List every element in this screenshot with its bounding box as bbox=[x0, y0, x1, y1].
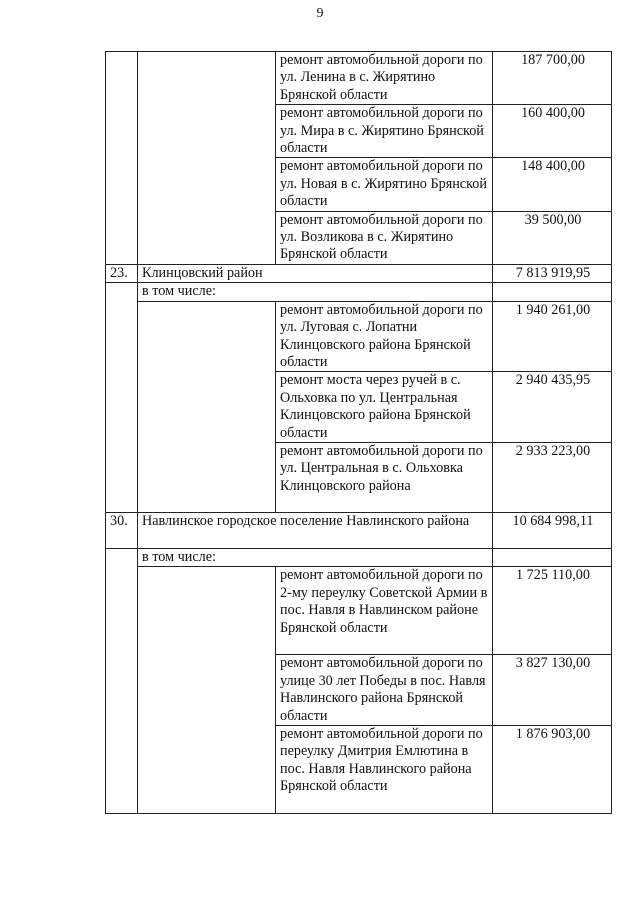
subheader-label: в том числе: bbox=[138, 283, 493, 301]
work-description: ремонт автомобильной дороги по ул. Мира в с. Жирятино Брянской области bbox=[276, 105, 493, 158]
work-description: ремонт автомобильной дороги по ул. Новая в с. Жирятино Брянской области bbox=[276, 158, 493, 211]
work-description: ремонт автомобильной дороги по переулку Дмитрия Емлютина в пос. Навля Навлинского района Брянской области bbox=[276, 725, 493, 813]
section-total: 7 813 919,95 bbox=[493, 264, 612, 282]
section-number: 23. bbox=[106, 264, 138, 282]
number-cell bbox=[106, 548, 138, 813]
amount-cell: 2 940 435,95 bbox=[493, 372, 612, 443]
amount-cell: 187 700,00 bbox=[493, 52, 612, 105]
name-cell bbox=[138, 567, 276, 814]
amount-cell: 2 933 223,00 bbox=[493, 442, 612, 512]
amount-cell: 1 876 903,00 bbox=[493, 725, 612, 813]
name-cell bbox=[138, 301, 276, 512]
amount-cell: 39 500,00 bbox=[493, 211, 612, 264]
work-description: ремонт моста через ручей в с. Ольховка по ул. Центральная Клинцовского района Брянской области bbox=[276, 372, 493, 443]
section-header-row bbox=[106, 512, 612, 548]
work-description: ремонт автомобильной дороги по ул. Возликова в с. Жирятино Брянской области bbox=[276, 211, 493, 264]
section-name: Клинцовский район bbox=[138, 264, 493, 282]
subheader-row bbox=[106, 283, 612, 301]
section-total: 10 684 998,11 bbox=[493, 512, 612, 548]
number-cell bbox=[106, 52, 138, 265]
amount-cell bbox=[493, 283, 612, 301]
page-number: 9 bbox=[316, 6, 324, 21]
funding-table bbox=[105, 51, 612, 814]
section-name: Навлинское городское поселение Навлинского района bbox=[138, 512, 493, 548]
amount-cell: 3 827 130,00 bbox=[493, 655, 612, 726]
amount-cell: 1 940 261,00 bbox=[493, 301, 612, 372]
amount-cell: 160 400,00 bbox=[493, 105, 612, 158]
work-description: ремонт автомобильной дороги по ул. Ленина в с. Жирятино Брянской области bbox=[276, 52, 493, 105]
amount-cell: 1 725 110,00 bbox=[493, 567, 612, 655]
work-description: ремонт автомобильной дороги по улице 30 лет Победы в пос. Навля Навлинского района Брянской области bbox=[276, 655, 493, 726]
table-row bbox=[106, 301, 612, 372]
number-cell bbox=[106, 283, 138, 513]
subheader-label: в том числе: bbox=[138, 548, 493, 566]
table-row bbox=[106, 52, 612, 105]
section-number: 30. bbox=[106, 512, 138, 548]
work-description: ремонт автомобильной дороги по ул. Центральная в с. Ольховка Клинцовского района bbox=[276, 442, 493, 512]
amount-cell: 148 400,00 bbox=[493, 158, 612, 211]
work-description: ремонт автомобильной дороги по ул. Луговая с. Лопатни Клинцовского района Брянской области bbox=[276, 301, 493, 372]
work-description: ремонт автомобильной дороги по 2-му переулку Советской Армии в пос. Навля в Навлинском районе Брянской области bbox=[276, 567, 493, 655]
name-cell bbox=[138, 52, 276, 265]
table-row bbox=[106, 567, 612, 655]
amount-cell bbox=[493, 548, 612, 566]
subheader-row bbox=[106, 548, 612, 566]
section-header-row bbox=[106, 264, 612, 282]
